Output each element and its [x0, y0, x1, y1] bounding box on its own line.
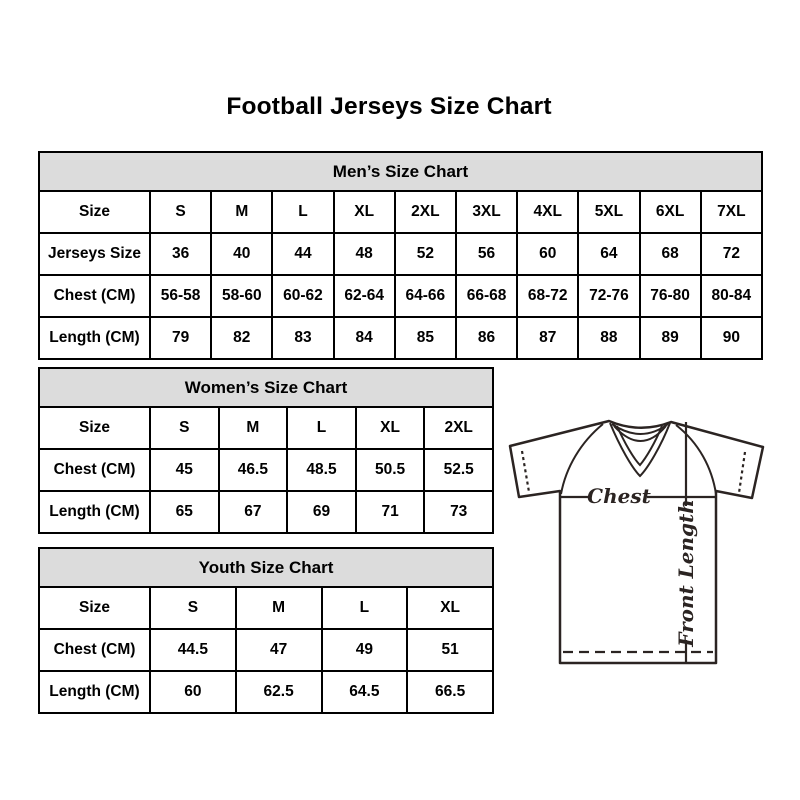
row-label: Jerseys Size — [39, 233, 150, 275]
table-cell: 62.5 — [236, 671, 322, 713]
table-cell: 36 — [150, 233, 211, 275]
table-cell: 44.5 — [150, 629, 236, 671]
table-cell: XL — [356, 407, 425, 449]
table-cell: 72-76 — [578, 275, 639, 317]
table-cell: 60-62 — [272, 275, 333, 317]
table-cell: 52.5 — [424, 449, 493, 491]
table-cell: 2XL — [424, 407, 493, 449]
table-cell: 56 — [456, 233, 517, 275]
table-cell: 60 — [517, 233, 578, 275]
table-cell: 76-80 — [640, 275, 701, 317]
table-cell: 89 — [640, 317, 701, 359]
table-cell: 80-84 — [701, 275, 762, 317]
table-cell: XL — [407, 587, 493, 629]
table-cell: 49 — [322, 629, 408, 671]
table-cell: 48 — [334, 233, 395, 275]
row-label: Chest (CM) — [39, 275, 150, 317]
table-cell: M — [219, 407, 288, 449]
table-cell: 68-72 — [517, 275, 578, 317]
table-row — [39, 587, 493, 629]
table-cell: 2XL — [395, 191, 456, 233]
front-length-label: Front Length — [674, 499, 698, 647]
table-cell: 3XL — [456, 191, 517, 233]
table-row — [39, 449, 493, 491]
row-label: Size — [39, 407, 150, 449]
table-cell: 67 — [219, 491, 288, 533]
womens-size-table — [38, 367, 494, 534]
table-cell: 48.5 — [287, 449, 356, 491]
table-cell: 82 — [211, 317, 272, 359]
row-label: Size — [39, 587, 150, 629]
jersey-outline-shape — [510, 421, 763, 663]
table-cell: 86 — [456, 317, 517, 359]
table-row — [39, 407, 493, 449]
table-cell: 6XL — [640, 191, 701, 233]
table-cell: 5XL — [578, 191, 639, 233]
chest-label: Chest — [587, 484, 651, 508]
table-cell: 4XL — [517, 191, 578, 233]
table-cell: 52 — [395, 233, 456, 275]
table-title-row — [39, 548, 493, 587]
table-title-row — [39, 152, 762, 191]
row-label: Length (CM) — [39, 317, 150, 359]
table-title: Men’s Size Chart — [39, 152, 762, 191]
table-cell: M — [236, 587, 322, 629]
table-title: Youth Size Chart — [39, 548, 493, 587]
table-cell: 64 — [578, 233, 639, 275]
table-cell: 60 — [150, 671, 236, 713]
youth-size-table — [38, 547, 494, 714]
table-cell: 83 — [272, 317, 333, 359]
table-row — [39, 191, 762, 233]
table-cell: 73 — [424, 491, 493, 533]
table-cell: L — [272, 191, 333, 233]
table-cell: S — [150, 407, 219, 449]
table-cell: 65 — [150, 491, 219, 533]
table-cell: 64.5 — [322, 671, 408, 713]
row-label: Length (CM) — [39, 491, 150, 533]
table-row — [39, 317, 762, 359]
table-cell: 56-58 — [150, 275, 211, 317]
row-label: Chest (CM) — [39, 629, 150, 671]
table-row — [39, 671, 493, 713]
row-label: Length (CM) — [39, 671, 150, 713]
row-label: Size — [39, 191, 150, 233]
table-row — [39, 275, 762, 317]
jersey-measurement-diagram — [498, 405, 790, 675]
table-cell: 88 — [578, 317, 639, 359]
table-cell: 64-66 — [395, 275, 456, 317]
table-cell: 69 — [287, 491, 356, 533]
table-cell: 66.5 — [407, 671, 493, 713]
table-cell: 72 — [701, 233, 762, 275]
table-cell: 66-68 — [456, 275, 517, 317]
table-cell: XL — [334, 191, 395, 233]
table-cell: L — [287, 407, 356, 449]
table-cell: S — [150, 191, 211, 233]
table-row — [39, 629, 493, 671]
table-cell: 71 — [356, 491, 425, 533]
table-cell: L — [322, 587, 408, 629]
table-cell: 85 — [395, 317, 456, 359]
table-cell: 40 — [211, 233, 272, 275]
table-cell: 68 — [640, 233, 701, 275]
page-title: Football Jerseys Size Chart — [226, 93, 552, 120]
table-cell: 58-60 — [211, 275, 272, 317]
table-row — [39, 491, 493, 533]
table-cell: 79 — [150, 317, 211, 359]
table-cell: 51 — [407, 629, 493, 671]
table-cell: 46.5 — [219, 449, 288, 491]
table-cell: 87 — [517, 317, 578, 359]
table-cell: S — [150, 587, 236, 629]
table-cell: M — [211, 191, 272, 233]
table-title: Women’s Size Chart — [39, 368, 493, 407]
table-cell: 7XL — [701, 191, 762, 233]
table-cell: 90 — [701, 317, 762, 359]
table-cell: 84 — [334, 317, 395, 359]
row-label: Chest (CM) — [39, 449, 150, 491]
mens-size-table — [38, 151, 763, 360]
table-cell: 62-64 — [334, 275, 395, 317]
table-cell: 47 — [236, 629, 322, 671]
table-cell: 50.5 — [356, 449, 425, 491]
table-cell: 45 — [150, 449, 219, 491]
table-title-row — [39, 368, 493, 407]
table-row — [39, 233, 762, 275]
table-cell: 44 — [272, 233, 333, 275]
